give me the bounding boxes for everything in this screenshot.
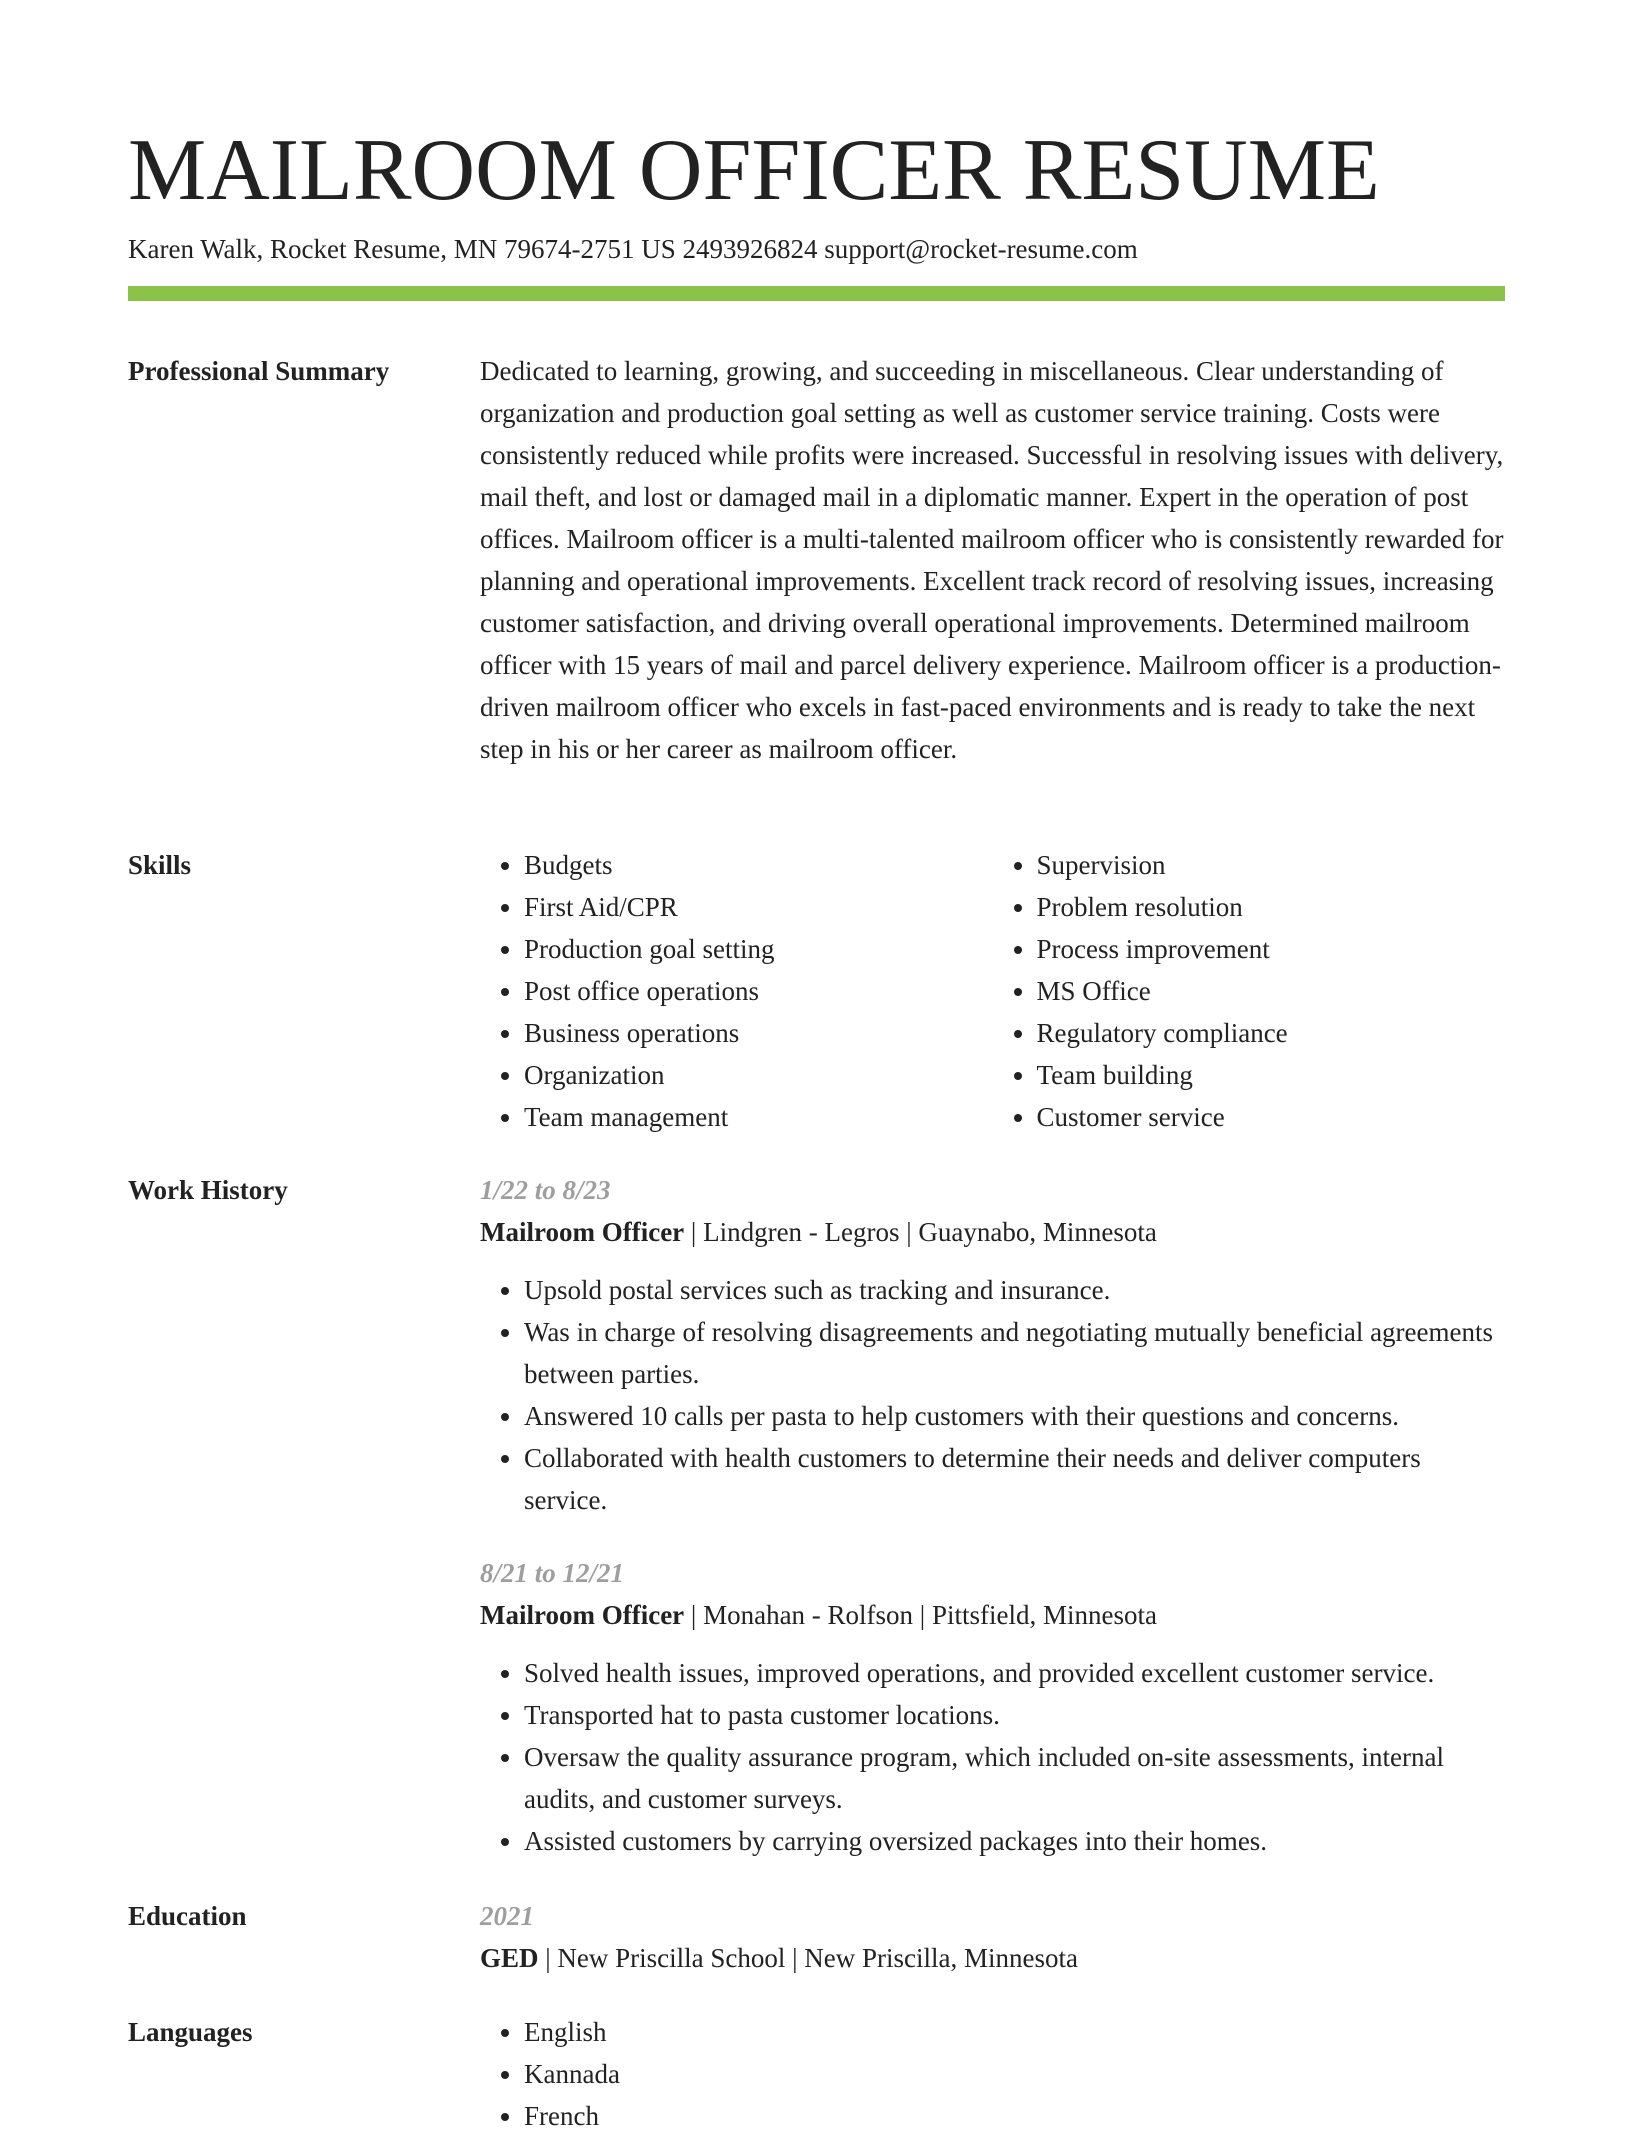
language-item: • French — [524, 2095, 1505, 2137]
language-item: • Kannada — [524, 2053, 1505, 2095]
job-dates: 8/21 to 12/21 — [480, 1558, 625, 1588]
job-bullet: • Collaborated with health customers to determine their needs and deliver computers service. — [524, 1437, 1505, 1521]
work-history-label: Work History — [128, 1175, 288, 1205]
education-year: 2021 — [480, 1901, 534, 1931]
job-bullets — [480, 1652, 1505, 1862]
skill-item: • First Aid/CPR — [524, 886, 993, 928]
job-spacer — [480, 1521, 1505, 1552]
job-details: | Monahan - Rolfson | Pittsfield, Minnesota — [684, 1600, 1157, 1630]
job-bullets — [480, 1269, 1505, 1521]
skill-item: • Business operations — [524, 1012, 993, 1054]
job-bullet: • Oversaw the quality assurance program, which included on-site assessments, internal audits, and customer surveys. — [524, 1736, 1505, 1820]
skill-item: • Problem resolution — [1037, 886, 1506, 928]
skill-item: • Production goal setting — [524, 928, 993, 970]
job-dates: 1/22 to 8/23 — [480, 1175, 611, 1205]
contact-line: Karen Walk, Rocket Resume, MN 79674-2751 US 2493926824 support@rocket-resume.com — [128, 234, 1138, 264]
header-divider — [128, 286, 1505, 301]
job-entry — [480, 1169, 1505, 1521]
education-label: Education — [128, 1901, 247, 1931]
job-bullet: • Solved health issues, improved operations, and provided excellent customer service. — [524, 1652, 1505, 1694]
education-details: | New Priscilla School | New Priscilla, Minnesota — [538, 1943, 1079, 1973]
job-role: Mailroom Officer — [480, 1217, 685, 1247]
resume-title: MAILROOM OFFICER RESUME — [128, 122, 1380, 219]
languages-label: Languages — [128, 2017, 253, 2047]
skill-item: • Team building — [1037, 1054, 1506, 1096]
job-title-line — [480, 1594, 1505, 1636]
skills-label: Skills — [128, 850, 192, 880]
skill-item: • Post office operations — [524, 970, 993, 1012]
skill-item: • Budgets — [524, 844, 993, 886]
job-bullet: • Was in charge of resolving disagreements and negotiating mutually beneficial agreements between parties. — [524, 1311, 1505, 1395]
skill-item: • Organization — [524, 1054, 993, 1096]
skills-list-right — [993, 844, 1506, 1138]
job-bullet: • Answered 10 calls per pasta to help customers with their questions and concerns. — [524, 1395, 1505, 1437]
education-degree: GED — [480, 1943, 539, 1973]
summary-text: Dedicated to learning, growing, and succeeding in miscellaneous. Clear understanding of organization and production goal setting as well as customer service training. Costs were consistently reduced while profits were increased. Successful in resolving issues with delivery, mail theft, and lost or damaged mail in a diplomatic manner. Expert in the operation of post offices. Mailroom officer is a multi-talented mailroom officer who is consistently rewarded for planning and operational improvements. Excellent track record of resolving issues, increasing customer satisfaction, and driving overall operational improvements. Determined mailroom officer with 15 years of mail and parcel delivery experience. Mailroom officer is a production-driven mailroom officer who excels in fast-paced environments and is ready to take the next step in his or her career as mailroom officer. — [480, 356, 1504, 764]
job-role: Mailroom Officer — [480, 1600, 685, 1630]
skill-item: • Process improvement — [1037, 928, 1506, 970]
languages-list — [480, 2011, 1505, 2137]
education-line — [480, 1937, 1505, 1979]
skill-item: • Customer service — [1037, 1096, 1506, 1138]
job-details: | Lindgren - Legros | Guaynabo, Minnesota — [684, 1217, 1157, 1247]
skill-item: • Supervision — [1037, 844, 1506, 886]
skill-item: • Team management — [524, 1096, 993, 1138]
language-item: • English — [524, 2011, 1505, 2053]
summary-label: Professional Summary — [128, 356, 390, 386]
skills-list-left — [480, 844, 993, 1138]
job-bullet: • Assisted customers by carrying oversized packages into their homes. — [524, 1820, 1505, 1862]
skill-item: • MS Office — [1037, 970, 1506, 1012]
job-entry — [480, 1552, 1505, 1862]
job-bullet: • Upsold postal services such as tracking and insurance. — [524, 1269, 1505, 1311]
skill-item: • Regulatory compliance — [1037, 1012, 1506, 1054]
job-bullet: • Transported hat to pasta customer locations. — [524, 1694, 1505, 1736]
job-title-line — [480, 1211, 1505, 1253]
